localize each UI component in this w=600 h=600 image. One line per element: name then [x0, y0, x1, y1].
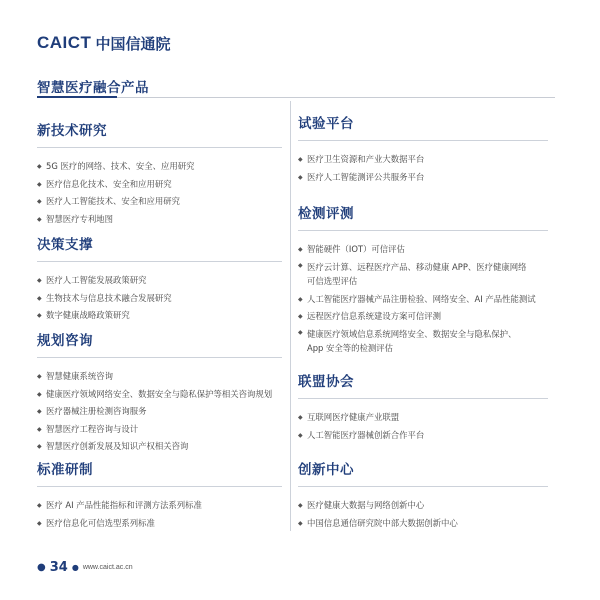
page-footer: [37, 560, 133, 575]
section-new-tech-research: [37, 119, 282, 228]
list-item-continuation: 可信选型评估: [307, 275, 358, 286]
section-rule: [37, 261, 282, 262]
item-list: [37, 497, 282, 532]
section-title: 检测评测: [298, 206, 354, 222]
item-list: [298, 151, 548, 186]
section-rule: [298, 486, 548, 487]
logo-chinese: 中国信通院: [95, 34, 171, 53]
list-item: ◆ 医疗信息化可信选型系列标准: [37, 515, 282, 533]
list-item: ◆ 5G 医疗的网络、技术、安全、应用研究: [37, 158, 282, 176]
list-item: ◆ 数字健康战略政策研究: [37, 307, 282, 325]
column-divider: [290, 101, 291, 531]
list-item: ◆ 智慧医疗专利地图: [37, 211, 282, 229]
item-list: [37, 272, 282, 325]
item-list: [37, 368, 282, 456]
list-item: ◆ 医疗人工智能测评公共服务平台: [298, 169, 548, 187]
section-rule: [37, 147, 282, 148]
section-rule: [298, 230, 548, 231]
list-item: [298, 259, 548, 291]
list-item: ◆ 医疗 AI 产品性能指标和评测方法系列标准: [37, 497, 282, 515]
list-item: ◆ 医疗卫生资源和产业大数据平台: [298, 151, 548, 169]
section-planning-consulting: [37, 329, 282, 456]
section-alliance-association: [298, 370, 548, 444]
section-rule: [298, 140, 548, 141]
list-item: ◆ 远程医疗信息系统建设方案可信评测: [298, 308, 548, 326]
section-rule: [37, 486, 282, 487]
list-item: ◆ 人工智能医疗器械创新合作平台: [298, 427, 548, 445]
section-title: 联盟协会: [298, 374, 354, 390]
section-innovation-center: [298, 458, 548, 532]
list-item-text: 健康医疗领域信息系统网络安全、数据安全与隐私保护、: [307, 328, 517, 339]
section-title: 标准研制: [37, 462, 93, 478]
bullet-dot-icon: ●: [37, 562, 46, 573]
list-item: ◆ 智能硬件（IOT）可信评估: [298, 241, 548, 259]
section-standards: [37, 458, 282, 532]
item-list: [298, 409, 548, 444]
list-item: ◆ 人工智能医疗器械产品注册检验、网络安全、AI 产品性能测试: [298, 291, 548, 309]
list-item: ◆ 医疗人工智能技术、安全和应用研究: [37, 193, 282, 211]
list-item: ◆ 生物技术与信息技术融合发展研究: [37, 290, 282, 308]
list-item: ◆ 中国信息通信研究院中部大数据创新中心: [298, 515, 548, 533]
list-item: ◆ 医疗健康大数据与网络创新中心: [298, 497, 548, 515]
page-title: 智慧医疗融合产品: [37, 80, 149, 96]
list-item: [298, 326, 548, 355]
list-item: ◆ 健康医疗领域网络安全、数据安全与隐私保护等相关咨询规划: [37, 386, 282, 404]
list-item: ◆ 医疗人工智能发展政策研究: [37, 272, 282, 290]
list-item: ◆ 智慧医疗创新发展及知识产权相关咨询: [37, 438, 282, 456]
list-item: ◆ 智慧健康系统咨询: [37, 368, 282, 386]
section-title: 新技术研究: [37, 123, 107, 139]
section-title: 决策支撑: [37, 237, 93, 253]
section-title: 创新中心: [298, 462, 354, 478]
title-rule-accent: [37, 96, 117, 98]
list-item: ◆ 医疗器械注册检测咨询服务: [37, 403, 282, 421]
list-item: ◆ 医疗信息化技术、安全和应用研究: [37, 176, 282, 194]
section-title: 规划咨询: [37, 333, 93, 349]
list-item: ◆ 互联网医疗健康产业联盟: [298, 409, 548, 427]
item-list: [298, 497, 548, 532]
list-item-text: 医疗云计算、远程医疗产品、移动健康 APP、医疗健康网络: [307, 261, 527, 272]
section-decision-support: [37, 233, 282, 325]
section-testing-evaluation: [298, 202, 548, 355]
item-list: [298, 241, 548, 355]
footer-url: www.caict.ac.cn: [82, 564, 133, 571]
section-title: 试验平台: [298, 116, 354, 132]
caict-logo: [37, 33, 170, 53]
page-number: 34: [49, 560, 68, 575]
list-item-continuation: App 安全等的检测评估: [307, 342, 394, 353]
section-rule: [298, 398, 548, 399]
section-test-platform: [298, 112, 548, 186]
list-item: ◆ 智慧医疗工程咨询与设计: [37, 421, 282, 439]
bullet-dot-icon: ●: [71, 563, 79, 572]
logo-english: CAICT: [37, 33, 92, 52]
item-list: [37, 158, 282, 228]
section-rule: [37, 357, 282, 358]
